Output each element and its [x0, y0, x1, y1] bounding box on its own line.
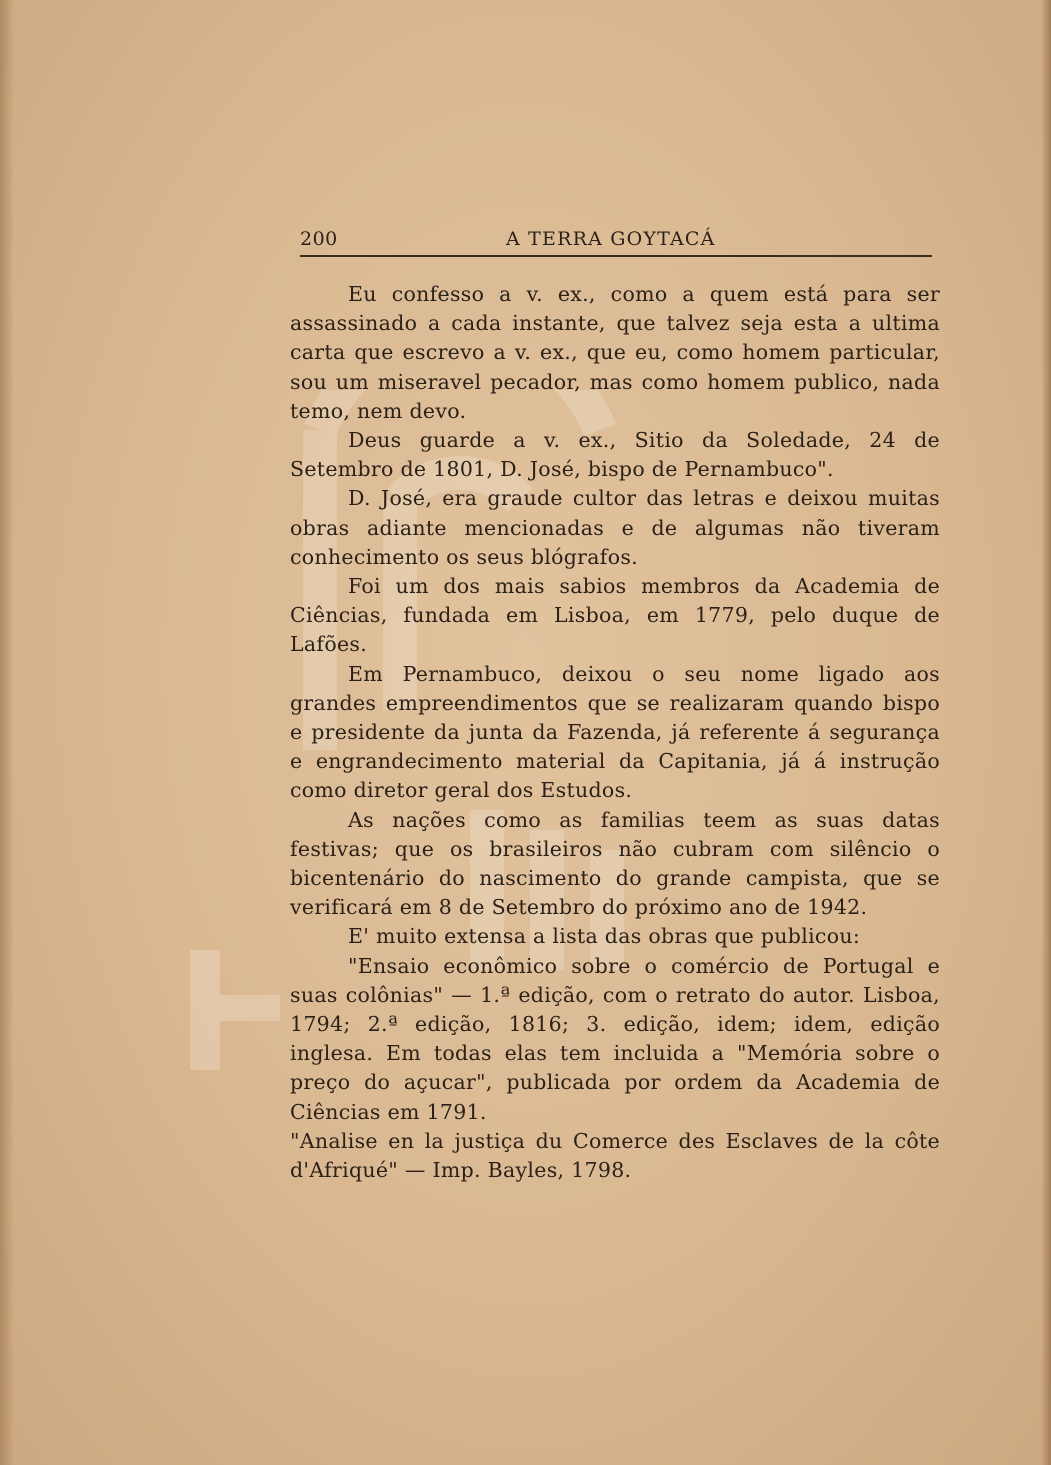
paragraph: "Ensaio econômico sobre o comércio de Portugal e suas colônias" — 1.ª edição, com o retrato do autor. Lisboa, 1794; 2.ª edição, 1816; 3. edição, idem; idem, edição inglesa. Em todas elas tem incluida a "Memória sobre o preço do açucar", publicada por ordem da Academia de Ciências em 1791. — [290, 953, 940, 1124]
paragraph: Eu confesso a v. ex., como a quem está para ser assassinado a cada instante, que talvez seja esta a ultima carta que escrevo a v. ex., que eu, como homem particular, sou um miseravel pecador, mas como homem publico, nada temo, nem devo. — [290, 282, 940, 423]
page-edge-right — [1041, 0, 1051, 1465]
page-edge-left — [0, 0, 14, 1465]
running-header — [300, 228, 932, 258]
header-rule — [300, 255, 932, 257]
paragraph: "Analise en la justiça du Comerce des Esclaves de la côte d'Afriqué" — Imp. Bayles, 1798. — [290, 1128, 940, 1183]
running-title: A TERRA GOYTACÁ — [506, 228, 716, 250]
paragraph: Deus guarde a v. ex., Sitio da Soledade, 24 de Setembro de 1801, D. José, bispo de Pernambuco". — [290, 428, 940, 482]
paragraph: Foi um dos mais sabios membros da Academia de Ciências, fundada em Lisboa, em 1779, pelo duque de Lafões. — [290, 574, 940, 657]
body-text — [290, 280, 940, 1185]
paragraph: E' muito extensa a lista das obras que publicou: — [348, 924, 861, 949]
paragraph: D. José, era graude cultor das letras e deixou muitas obras adiante mencionadas e de algumas não tiveram conhecimento os seus blógrafos. — [290, 486, 940, 569]
page-number: 200 — [300, 228, 338, 250]
paragraph: As nações como as familias teem as suas datas festivas; que os brasileiros não cubram com silêncio o bicentenário do nascimento do grande campista, que se verificará em 8 de Setembro do próximo ano de 1942. — [290, 807, 940, 920]
paragraph: Em Pernambuco, deixou o seu nome ligado aos grandes empreendimentos que se realizaram quando bispo e presidente da junta da Fazenda, já referente á segurança e engrandecimento material da Capitania, já á instrução como diretor geral dos Estudos. — [290, 661, 940, 803]
